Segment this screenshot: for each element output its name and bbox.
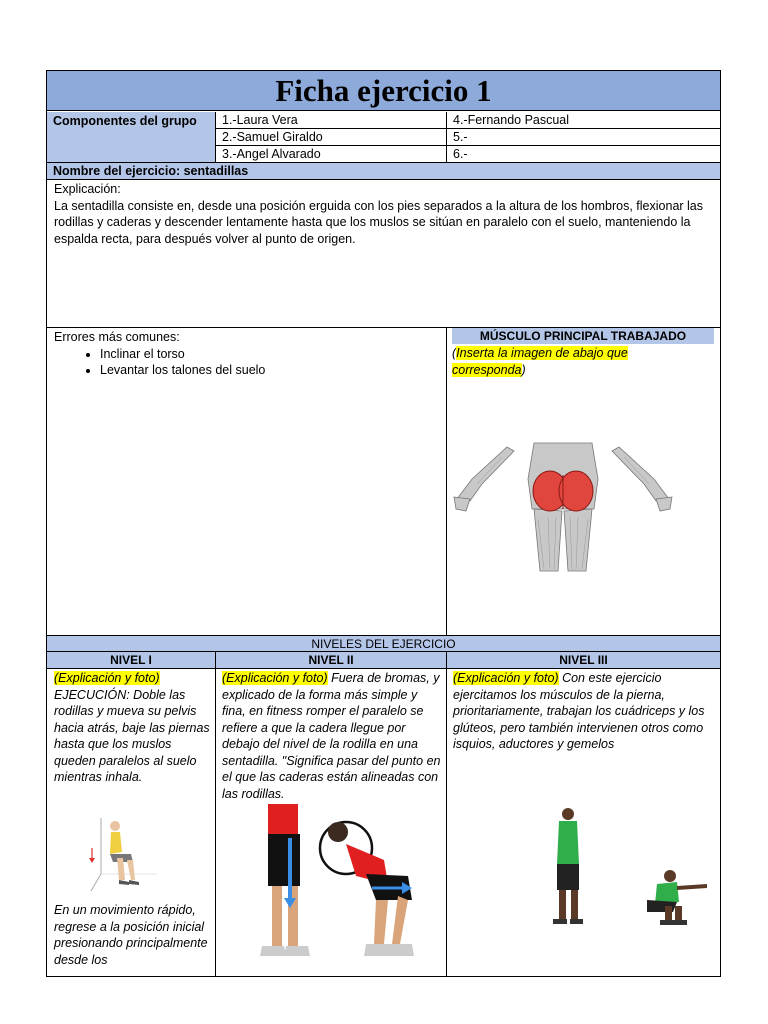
divider bbox=[446, 327, 447, 635]
error-item: • Levantar los talones del suelo bbox=[100, 362, 439, 379]
level-3-text: (Explicación y foto) Con este ejercicio ejercitamos los músculos de la pierna, prioritariamente, trabajan los cuádriceps y los glúteos, pero también intervienen otros como isquios, aductores y gemelos bbox=[453, 671, 705, 751]
muscle-header: MÚSCULO PRINCIPAL TRABAJADO bbox=[452, 328, 714, 344]
muscle-instruction: (Inserta la imagen de abajo que corresponda) bbox=[452, 346, 628, 377]
errors-list bbox=[54, 346, 439, 379]
member-4: 4.-Fernando Pascual bbox=[446, 112, 720, 129]
level-1-text: (Explicación y foto) EJECUCIÓN: Doble las rodillas y mueva su pelvis hacia atrás, baje las piernas hasta que los muslos queden paralelos al suelo mientras inhala. bbox=[54, 671, 210, 784]
wall-squat-illustration bbox=[87, 816, 167, 896]
page-title: Ficha ejercicio 1 bbox=[47, 71, 720, 111]
deep-squat-illustration bbox=[216, 804, 444, 976]
glutes-muscle-illustration bbox=[452, 439, 674, 574]
explanation-block bbox=[54, 181, 714, 247]
bodyweight-squat-illustration bbox=[497, 806, 717, 926]
level-1-text-2: En un movimiento rápido, regrese a la posición inicial presionando principalmente desde los bbox=[54, 903, 208, 967]
exercise-name: Nombre del ejercicio: sentadillas bbox=[47, 162, 720, 180]
member-3: 3.-Angel Alvarado bbox=[215, 146, 446, 162]
level-1-header: NIVEL I bbox=[47, 652, 215, 669]
level-2-text: (Explicación y foto) Fuera de bromas, y explicado de la forma más simple y fina, en fitness romper el paralelo se refiere a que la cadera llegue por debajo del nivel de la rodilla en una sentadilla. "Significa pasar del punto en el que las caderas están alineadas con las rodillas. bbox=[222, 671, 441, 801]
member-6: 6.- bbox=[446, 146, 720, 162]
explanation-label: Explicación: bbox=[54, 182, 121, 196]
level-2-header: NIVEL II bbox=[215, 652, 446, 669]
errors-block bbox=[54, 329, 439, 379]
level-3-header: NIVEL III bbox=[446, 652, 720, 669]
explanation-text: La sentadilla consiste en, desde una posición erguida con los pies separados a la altura de los hombros, flexionar las rodillas y caderas y descender lentamente hasta que los muslos se sitúan en paralelo con el suelo, manteniendo la espalda recta, para después volver al punto de origen. bbox=[54, 198, 704, 246]
group-label: Componentes del grupo bbox=[47, 112, 215, 162]
divider bbox=[446, 669, 447, 976]
member-1: 1.-Laura Vera bbox=[215, 112, 446, 129]
levels-header: NIVELES DEL EJERCICIO bbox=[47, 635, 720, 652]
member-5: 5.- bbox=[446, 129, 720, 146]
errors-label: Errores más comunes: bbox=[54, 330, 180, 344]
exercise-sheet bbox=[46, 70, 721, 977]
member-2: 2.-Samuel Giraldo bbox=[215, 129, 446, 146]
error-item: • Inclinar el torso bbox=[100, 346, 439, 363]
